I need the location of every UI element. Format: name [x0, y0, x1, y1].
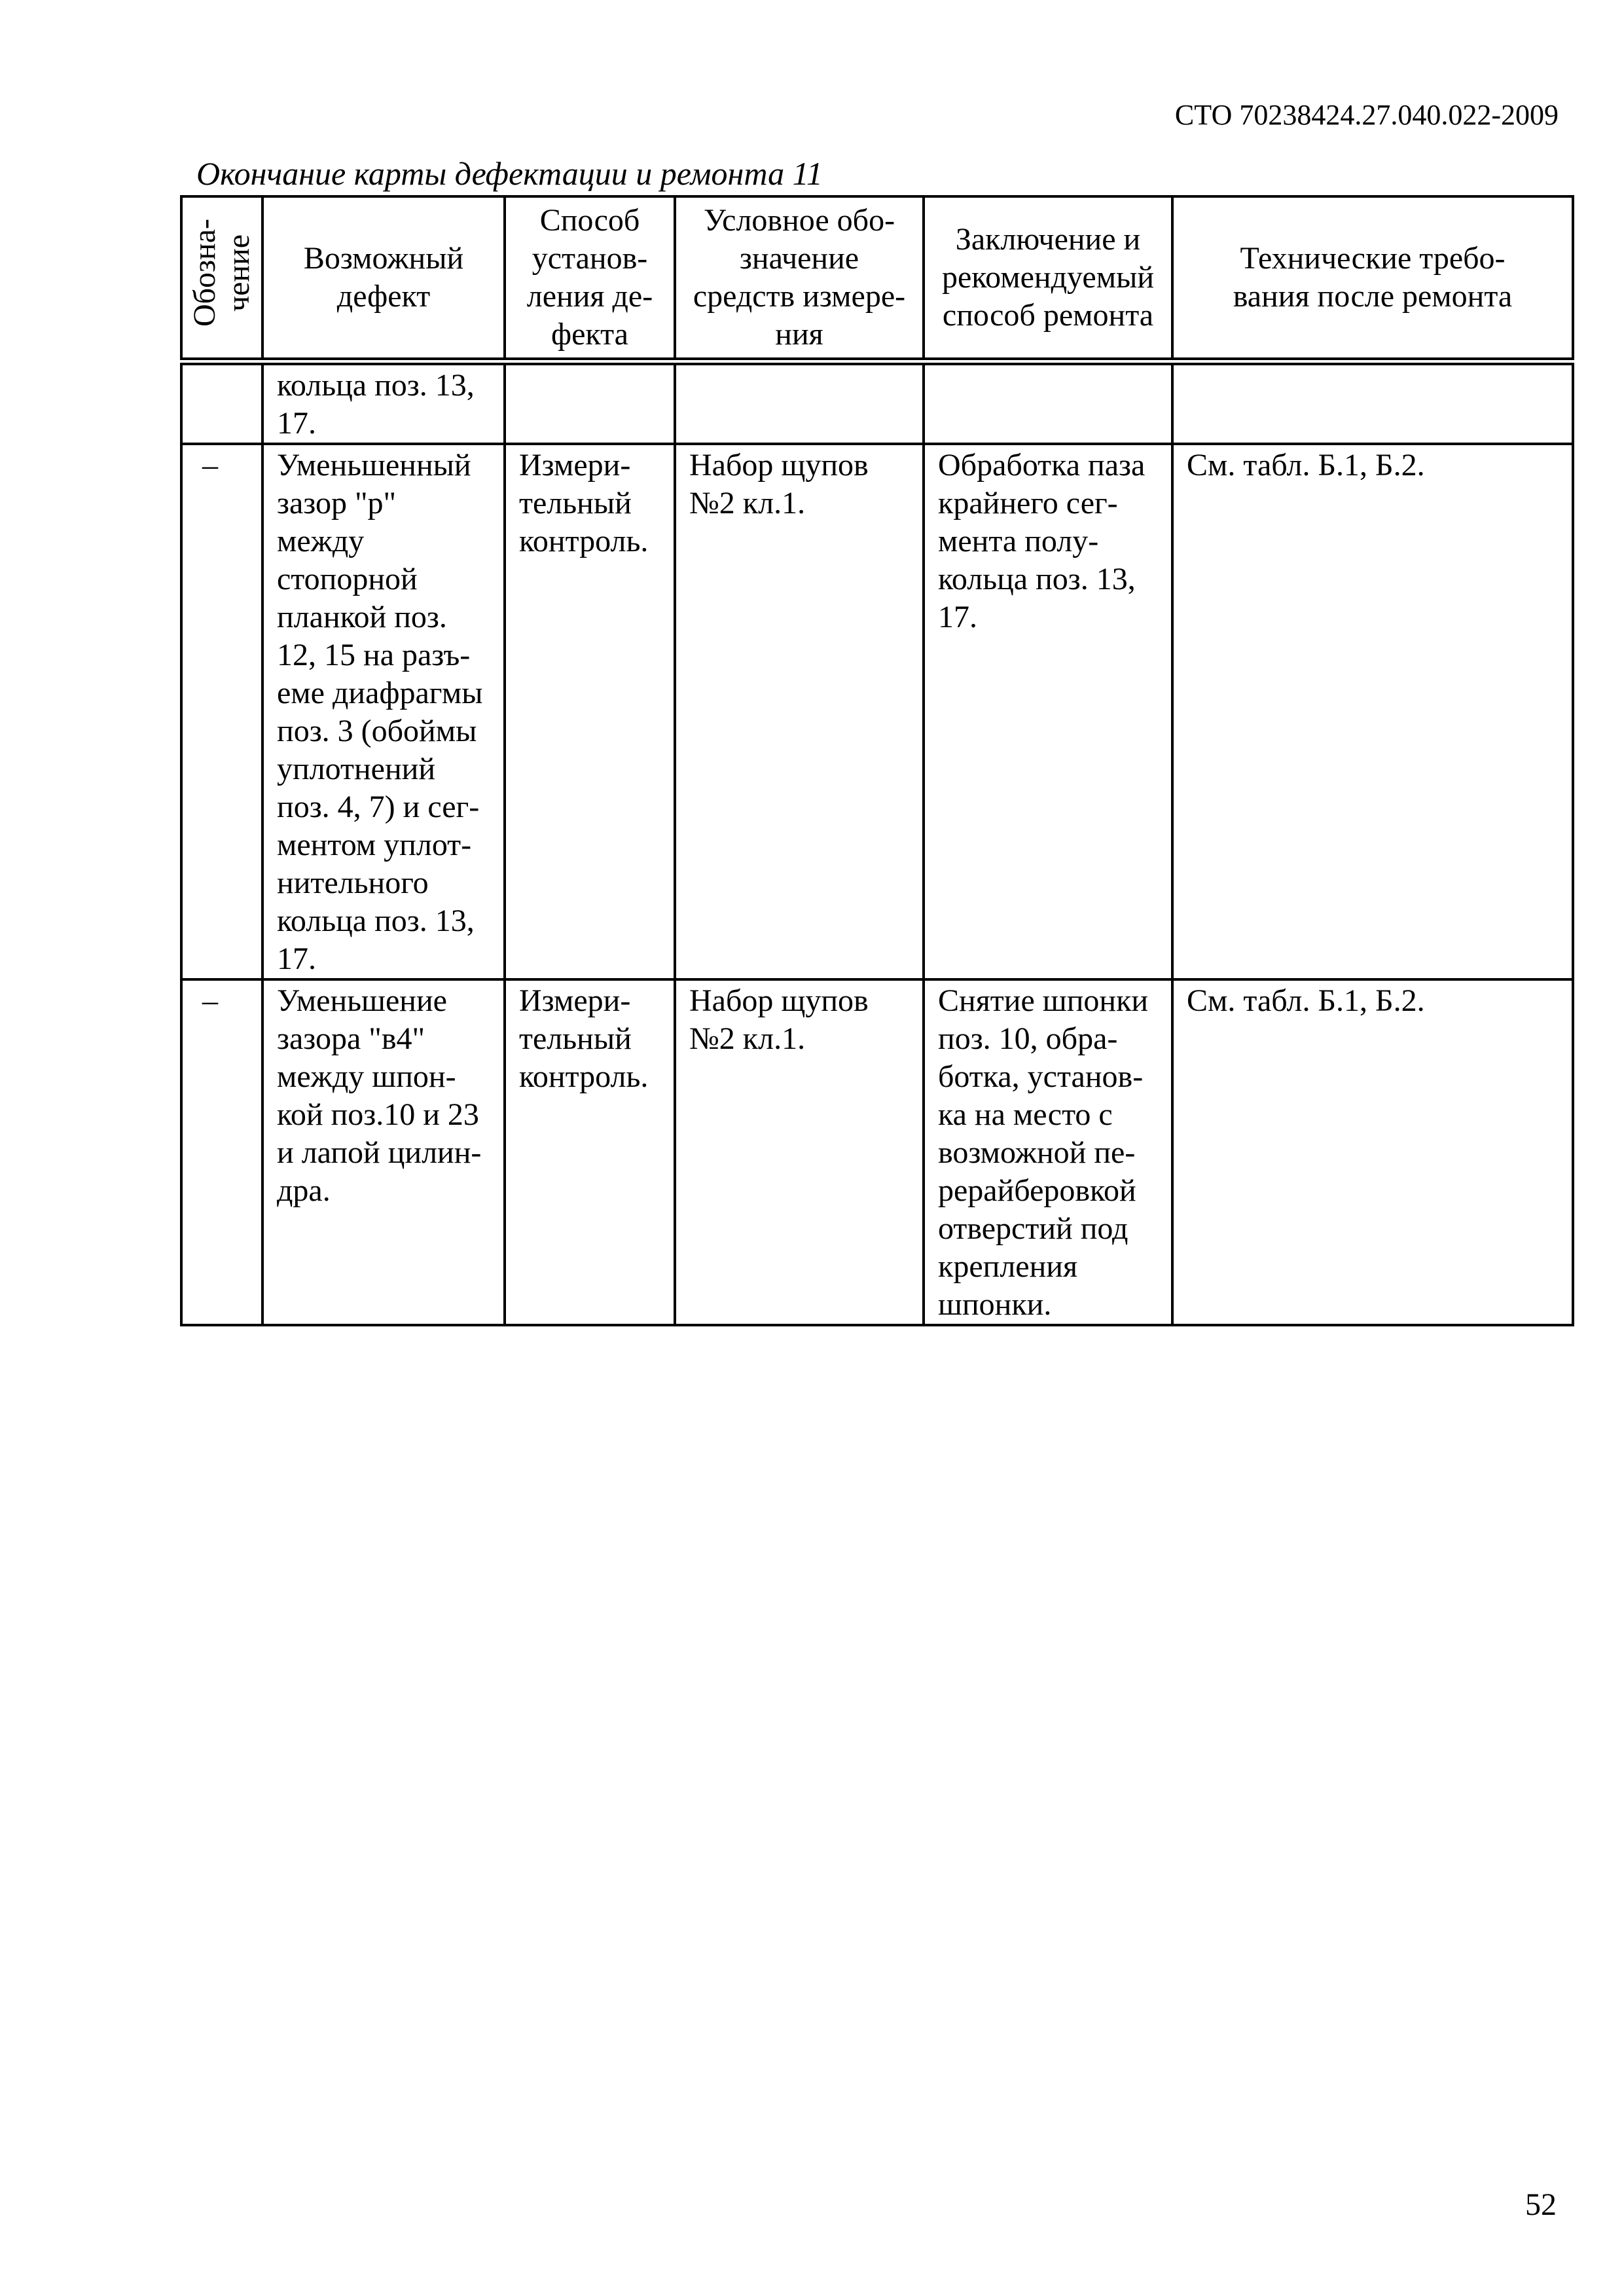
table-caption: Окончание карты дефектации и ремонта 11 [196, 155, 823, 192]
cell-measurement-tools [675, 361, 924, 444]
page-number: 52 [1525, 2187, 1557, 2222]
cell-designation [181, 361, 262, 444]
cell-repair-method: Снятие шпонки поз. 10, обра- ботка, установ- ка на место с возможной пе- рерайберовкой отверстий под крепления шпонки. [924, 979, 1172, 1325]
table-header-row [181, 196, 1573, 361]
cell-repair-method: Обработка паза крайнего сег- мента полу- кольца поз. 13, 17. [924, 444, 1172, 979]
header-detection-method: Способ установ- ления де- фекта [505, 196, 675, 361]
table-row [181, 361, 1573, 444]
header-measurement-tools: Условное обо- значение средств измере- ния [675, 196, 924, 361]
header-designation-label: Обозна- чение [187, 219, 256, 327]
cell-measurement-tools: Набор щупов №2 кл.1. [675, 979, 924, 1325]
cell-detection-method: Измери- тельный контроль. [505, 444, 675, 979]
header-defect: Возможный дефект [262, 196, 505, 361]
document-code: СТО 70238424.27.040.022-2009 [1174, 99, 1559, 131]
cell-repair-method [924, 361, 1172, 444]
cell-designation: – [181, 444, 262, 979]
cell-detection-method [505, 361, 675, 444]
table-row [181, 979, 1573, 1325]
table-row [181, 444, 1573, 979]
cell-defect: кольца поз. 13, 17. [262, 361, 505, 444]
cell-designation: – [181, 979, 262, 1325]
cell-measurement-tools: Набор щупов №2 кл.1. [675, 444, 924, 979]
header-tech-requirements: Технические требо- вания после ремонта [1172, 196, 1573, 361]
defect-repair-table [180, 195, 1574, 1326]
header-designation [181, 196, 262, 361]
cell-detection-method: Измери- тельный контроль. [505, 979, 675, 1325]
cell-defect: Уменьшенный зазор "р" между стопорной планкой поз. 12, 15 на разъ- еме диафрагмы поз. 3 (обоймы уплотнений поз. 4, 7) и сег- ментом уплот- нительного кольца поз. 13, 17. [262, 444, 505, 979]
header-repair-method: Заключение и рекомендуемый способ ремонта [924, 196, 1172, 361]
cell-defect: Уменьшение зазора "в4" между шпон- кой поз.10 и 23 и лапой цилин- дра. [262, 979, 505, 1325]
cell-tech-requirements: См. табл. Б.1, Б.2. [1172, 979, 1573, 1325]
cell-tech-requirements [1172, 361, 1573, 444]
cell-tech-requirements: См. табл. Б.1, Б.2. [1172, 444, 1573, 979]
